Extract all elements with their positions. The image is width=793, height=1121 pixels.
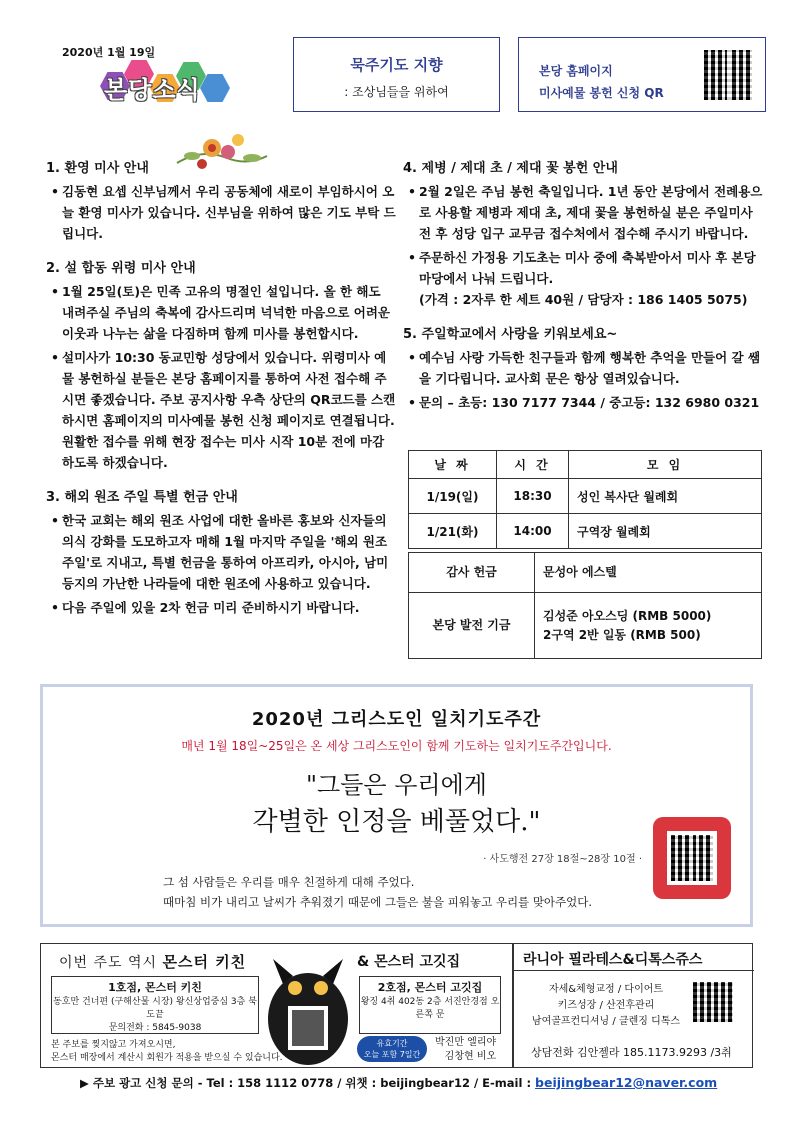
donations-table <box>408 552 762 659</box>
rosary-intention-title: 묵주기도 지향 <box>350 56 443 74</box>
candle-price-note: (가격 : 2자루 한 세트 40원 / 담당자 : 186 1405 5075) <box>419 292 748 307</box>
pilates-qr-code[interactable] <box>693 982 733 1022</box>
notice-new-year-mass <box>46 258 396 473</box>
logo-text: 본당소식 <box>104 76 201 104</box>
schedule-time: 18:30 <box>497 479 569 514</box>
coupon-note-line: 본 주보를 찢지않고 가져오시면, <box>51 1040 176 1050</box>
store-phone: 문의전화 : 5845-9038 <box>108 1023 202 1033</box>
notice-offering <box>403 158 763 310</box>
advertisement-section <box>40 943 753 1068</box>
notice-title: 2. 설 합동 위령 미사 안내 <box>46 261 196 276</box>
notice-bullet: • 예수님 사랑 가득한 친구들과 함께 행복한 추억을 만들어 갈 쌤을 기다립니다. 교사회 문은 항상 열려있습니다. <box>403 347 763 389</box>
table-header: 날 짜 <box>409 451 497 479</box>
owner-names <box>435 1036 496 1064</box>
owner-name: 박진만 엘리야 <box>435 1037 497 1048</box>
homepage-qr-code[interactable] <box>704 50 752 100</box>
table-row <box>409 593 762 659</box>
notice-column-left <box>46 158 396 632</box>
service-line: 남여골프컨디셔닝 / 클렌징 디톡스 <box>531 1016 681 1027</box>
notice-bullet: • 문의 – 초등: 130 7177 7344 / 중고등: 132 6980 0321 <box>403 392 763 413</box>
badge-line: 오늘 포함 7일간 <box>363 1050 421 1059</box>
banner-quote-line1: "그들은 우리에게 <box>306 771 487 799</box>
pilates-ad-title: 라니아 필라테스&디톡스쥬스 <box>523 952 703 968</box>
bulletin-date: 2020년 1월 19일 <box>62 46 156 59</box>
meeting-schedule-table <box>408 450 762 549</box>
pilates-phone: 상담전화 김안젤라 185.1173.9293 /3취 <box>531 1046 732 1059</box>
badge-line: 유효기간 <box>376 1039 408 1048</box>
notice-column-right <box>403 158 763 427</box>
donation-donors <box>535 593 762 659</box>
table-header: 시 간 <box>497 451 569 479</box>
banner-body <box>163 872 592 912</box>
donation-label: 본당 발전 기금 <box>409 593 535 659</box>
notice-bullet: • 김동현 요셉 신부님께서 우리 공동체에 새로이 부임하시어 오늘 환영 미사가 있습니다. 신부님을 위하여 많은 기도 부탁 드립니다. <box>46 181 396 244</box>
owner-name: 김창현 비오 <box>444 1051 497 1062</box>
notice-bullet: • 한국 교회는 해외 원조 사업에 대한 올바른 홍보와 신자들의 의식 강화를 도모하고자 매해 1월 마지막 주일을 '해외 원조 주일'로 지내고, 특별 헌금을 통하여 아프리카, 아시아, 남미 등지의 가난한 나라들에 대한 원조에 사용하고 있습니다. <box>46 510 396 594</box>
ad-heading-name: 몬스터 키친 <box>162 953 247 971</box>
rosary-intention-box <box>293 37 500 112</box>
validity-badge <box>357 1036 427 1062</box>
store-address: 동호만 건너편 (구해산물 시장) 왕신상업중심 3층 북도끝 <box>53 997 257 1020</box>
banner-title: 2020년 그리스도인 일치기도주간 <box>251 709 542 730</box>
donation-donor: 김성준 아오스딩 (RMB 5000) <box>543 608 712 623</box>
notice-bullet: • 2월 2일은 주님 봉헌 축일입니다. 1년 동안 본당에서 전례용으로 사용할 제병과 제대 초, 제대 꽃을 봉헌하실 분은 주일미사 전 후 성당 입구 교무금 접수처에서 접수해 주시기 바랍니다. <box>403 181 763 244</box>
notice-bullet: • 설미사가 10:30 동교민항 성당에서 있습니다. 위령미사 예물 봉헌하실 분들은 본당 홈페이지를 통하여 사전 접수해 주시면 좋겠습니다. 주보 공지사항 우측 상단의 QR코드를 스캔하시면 홈페이지의 미사예물 봉헌 신청 페이지로 연결됩니다. 원활한 접수를 위해 현장 접수는 미사 시작 10분 전에 마감하도록 하겠습니다. <box>46 347 396 473</box>
schedule-date: 1/19(일) <box>409 479 497 514</box>
notice-welcome-mass <box>46 158 396 244</box>
service-line: 자세&체형교정 / 다이어트 <box>548 984 664 995</box>
ad-divider <box>512 944 514 1067</box>
ad-title-divider <box>512 970 754 971</box>
table-row <box>409 553 762 593</box>
banner-subtitle: 매년 1월 18일~25일은 온 세상 그리스도인이 함께 기도하는 일치기도주간입니다. <box>181 739 612 753</box>
bible-reference: · 사도행전 27장 18절~28장 10절 · <box>483 854 642 865</box>
table-header: 모 임 <box>569 451 762 479</box>
schedule-date: 1/21(화) <box>409 514 497 549</box>
coupon-note <box>51 1039 283 1065</box>
notice-bullet: • 주문하신 가정용 기도초는 미사 중에 축복받아서 미사 후 본당 마당에서 나눠 드립니다. <box>403 247 763 289</box>
store-name: 1호점, 몬스터 키친 <box>108 981 202 994</box>
service-line: 키즈성장 / 산전후관리 <box>557 1000 655 1011</box>
notice-title: 3. 해외 원조 주일 특별 헌금 안내 <box>46 490 238 505</box>
footer-contact-text: ▶ 주보 광고 신청 문의 - Tel : 158 1112 0778 / 위챗 : beijingbear12 / E-mail : <box>80 1076 536 1090</box>
store-name: 2호점, 몬스터 고깃집 <box>377 981 483 994</box>
pilates-services <box>531 982 681 1030</box>
notice-title: 4. 제병 / 제대 초 / 제대 꽃 봉헌 안내 <box>403 161 618 176</box>
monster-ad-heading-2: & 몬스터 고깃집 <box>357 954 461 970</box>
store-1-box <box>51 976 259 1034</box>
notice-title: 5. 주일학교에서 사랑을 키워보세요~ <box>403 327 618 342</box>
table-row <box>409 514 762 549</box>
homepage-qr-box <box>518 37 766 112</box>
homepage-label: 본당 홈페이지 <box>539 64 613 78</box>
notice-bullet: • 1월 25일(토)은 민족 고유의 명절인 설입니다. 올 한 해도 내려주실 주님의 축복에 감사드리며 넉넉한 마음으로 어려운 이웃과 나누는 삶을 다짐하며 함께 미사를 봉헌합시다. <box>46 281 396 344</box>
notice-title: 1. 환영 미사 안내 <box>46 161 149 176</box>
banner-body-line: 때마침 비가 내리고 날씨가 추워졌기 때문에 그들은 불을 피워놓고 우리를 맞아주었다. <box>163 895 593 909</box>
banner-quote-line2: 각별한 인정을 베풀었다." <box>252 807 541 837</box>
donation-label: 감사 헌금 <box>409 553 535 593</box>
footer-email-link[interactable]: beijingbear12@naver.com <box>535 1075 718 1090</box>
parish-news-logo <box>100 60 240 110</box>
ad-inquiry-footer <box>80 1075 717 1091</box>
schedule-meeting: 구역장 월례회 <box>569 514 762 549</box>
store-2-box <box>359 976 501 1034</box>
store-address: 왕징 4취 402동 2층 서진안경점 오른쪽 문 <box>360 997 500 1020</box>
donation-donor: 2구역 2반 일동 (RMB 500) <box>543 627 701 642</box>
ad-heading-prefix: 이번 주도 역시 <box>59 955 158 971</box>
unity-prayer-week-banner <box>40 684 753 927</box>
donation-donor: 문성아 에스텔 <box>535 553 762 593</box>
mass-offering-label: 미사예물 봉헌 신청 QR <box>539 86 664 100</box>
notice-bullet: • 다음 주일에 있을 2차 헌금 미리 준비하시기 바랍니다. <box>46 597 396 618</box>
banner-body-line: 그 섬 사람들은 우리를 매우 친절하게 대해 주었다. <box>163 875 415 889</box>
schedule-meeting: 성인 복사단 월례회 <box>569 479 762 514</box>
coupon-note-line: 몬스터 매장에서 계산시 회원가 적용을 받으실 수 있습니다. <box>51 1053 283 1063</box>
monster-ad-heading <box>59 951 246 972</box>
table-row <box>409 479 762 514</box>
notice-sunday-school <box>403 324 763 413</box>
prayer-week-qr-code[interactable] <box>653 817 731 899</box>
notice-overseas-aid <box>46 487 396 618</box>
rosary-intention-subtitle: : 조상님들을 위하여 <box>344 85 449 99</box>
schedule-time: 14:00 <box>497 514 569 549</box>
